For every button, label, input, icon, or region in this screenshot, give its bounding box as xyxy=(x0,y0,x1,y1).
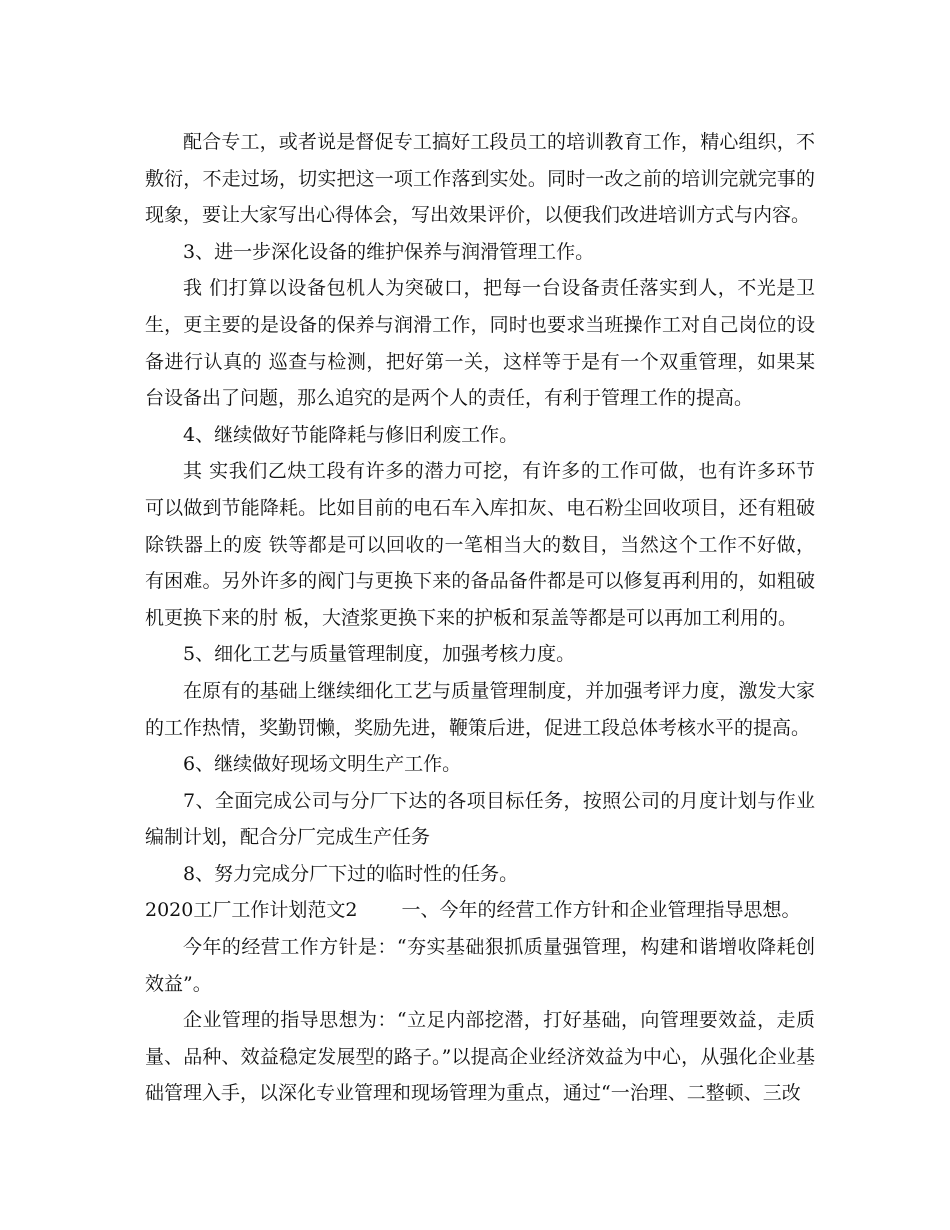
paragraph-item-8: 8、努力完成分厂下过的临时性的任务。 xyxy=(183,862,519,885)
paragraph-energy-saving: 其 实我们乙炔工段有许多的潜力可挖，有许多的工作可做，也有许多环节可以做到节能降耗。比如目前的电石车入库扣灰、电石粉尘回收项目，还有粗破除铁器上的废 铁等都是可以回收的一笔相当大的数目，当然这个工作不好做，有困难。另外许多的阀门与更换下来的备品备件都是可以修复再利用的，如粗破机更换下来的肘 板，大渣浆更换下来的护板和泵盖等都是可以再加工利用的。 xyxy=(145,460,815,629)
paragraph-item-7: 7、全面完成公司与分厂下达的各项目标任务，按照公司的月度计划与作业编制计划，配合分厂完成生产任务 xyxy=(145,789,815,849)
paragraph-item-4: 4、继续做好节能降耗与修旧利废工作。 xyxy=(183,423,519,446)
paragraph-training: 配合专工，或者说是督促专工搞好工段员工的培训教育工作，精心组织，不敷衍，不走过场，切实把这一项工作落到实处。同时一改之前的培训完就完事的现象，要让大家写出心得体会，写出效果评价，以便我们改进培训方式与内容。 xyxy=(145,131,815,227)
section-title: 2020工厂工作计划范文2 xyxy=(145,899,358,922)
paragraph-item-5: 5、细化工艺与质量管理制度，加强考核力度。 xyxy=(183,643,576,666)
section-subtitle: 一、今年的经营工作方针和企业管理指导思想。 xyxy=(401,899,801,922)
document-body xyxy=(145,124,815,1112)
paragraph-quality: 在原有的基础上继续细化工艺与质量管理制度，并加强考评力度，激发大家的工作热情，奖勤罚懒，奖励先进，鞭策后进，促进工段总体考核水平的提高。 xyxy=(145,679,815,739)
section-heading xyxy=(145,892,815,929)
paragraph-item-6: 6、继续做好现场文明生产工作。 xyxy=(183,753,462,776)
paragraph-equipment: 我 们打算以设备包机人为突破口，把每一台设备责任落实到人，不光是卫生，更主要的是设备的保养与润滑工作，同时也要求当班操作工对自己岗位的设备进行认真的 巡查与检测，把好第一关，这样等于是有一个双重管理，如果某台设备出了问题，那么追究的是两个人的责任，有利于管理工作的提高。 xyxy=(145,277,815,410)
paragraph-management-guideline: 企业管理的指导思想为：“立足内部挖潜，打好基础，向管理要效益，走质量、品种、效益稳定发展型的路子。”以提高企业经济效益为中心，从强化企业基础管理入手，以深化专业管理和现场管理为重点，通过“一治理、二整顿、三改 xyxy=(145,1009,815,1105)
paragraph-business-policy: 今年的经营工作方针是：“夯实基础狠抓质量强管理，构建和谐增收降耗创效益”。 xyxy=(145,936,815,995)
paragraph-item-3: 3、进一步深化设备的维护保养与润滑管理工作。 xyxy=(183,240,595,263)
